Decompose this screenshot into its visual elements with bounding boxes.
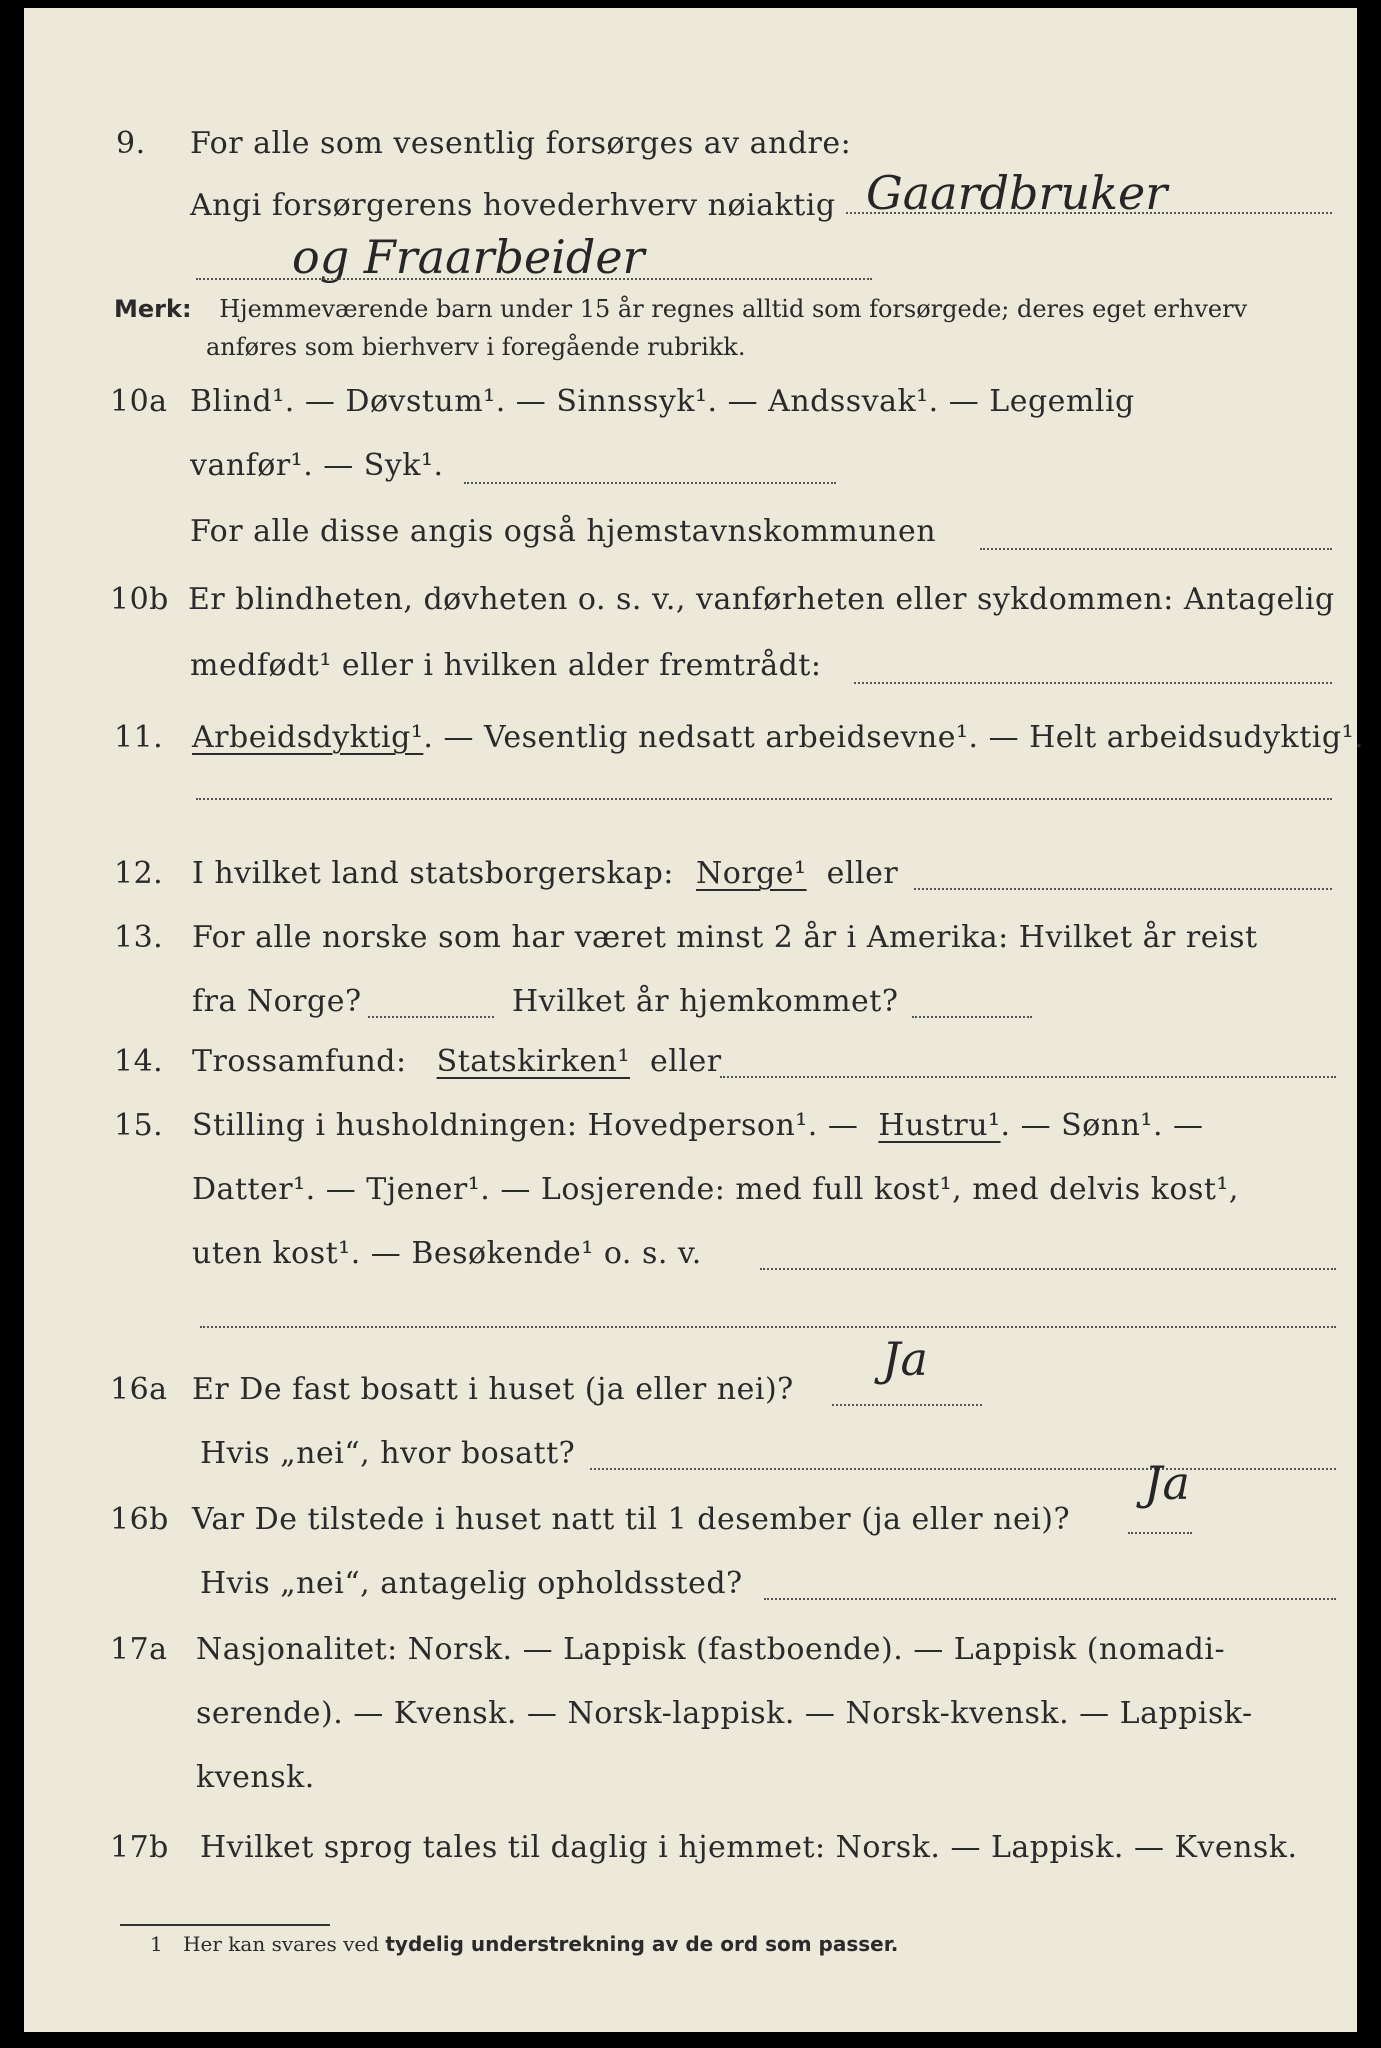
- q12-text: I hvilket land statsborgerskap:: [192, 856, 674, 891]
- q11-number: 11.: [114, 720, 164, 755]
- q10a-answer-line-1: [464, 482, 836, 484]
- q13-text-1: For alle norske som har været minst 2 år i Amerika: Hvilket år reist: [192, 920, 1258, 955]
- q14-line: [24, 1032, 1357, 1092]
- merk-text-1: Hjemmeværende barn under 15 år regnes alltid som forsørgede; deres eget erhverv: [219, 295, 1248, 323]
- q17a-line3: [24, 1748, 1357, 1808]
- q10a-number: 10a: [110, 384, 168, 419]
- q17a-text-3: kvensk.: [196, 1760, 315, 1795]
- q15-line1: [24, 1096, 1357, 1156]
- q10b-line1: [24, 570, 1357, 630]
- q10b-line2: [24, 636, 1357, 696]
- q10a-line1: [24, 372, 1357, 432]
- q12-number: 12.: [114, 856, 164, 891]
- q13-number: 13.: [114, 920, 164, 955]
- q11-answer-line: [196, 798, 1332, 800]
- q17b-line1: [24, 1818, 1357, 1878]
- q9-answer-line-2: [196, 278, 872, 280]
- q13-answer-line-1: [368, 1016, 494, 1018]
- footnote-bold-text: tydelig understrekning av de ord som passer.: [385, 1932, 899, 1956]
- q13-text-2a: fra Norge?: [192, 984, 362, 1019]
- q14-option-underlined: Statskirken¹: [436, 1044, 630, 1079]
- q12-answer-line: [914, 888, 1332, 890]
- q11-line: [24, 708, 1365, 768]
- q17a-text-1: Nasjonalitet: Norsk. — Lappisk (fastboende). — Lappisk (nomadi-: [196, 1632, 1226, 1667]
- q11-text: . — Vesentlig nedsatt arbeidsevne¹. — Helt arbeidsudyktig¹.: [423, 720, 1365, 755]
- merk-text-2: anføres som bierhverv i foregående rubrikk.: [206, 333, 746, 361]
- q10a-line3: [24, 502, 1357, 562]
- q15-line3: [24, 1224, 1357, 1284]
- q10a-text-2: vanfør¹. — Syk¹.: [190, 448, 444, 483]
- q16a-handwritten-answer: Ja: [882, 1332, 928, 1386]
- q16b-number: 16b: [110, 1502, 169, 1537]
- q16b-answer-line: [1128, 1532, 1192, 1534]
- q16b-line2: [24, 1554, 1357, 1614]
- footnote: [150, 1932, 898, 1956]
- q15-option-underlined: Hustru¹: [878, 1108, 1001, 1143]
- q16a-text-1: Er De fast bosatt i huset (ja eller nei)?: [192, 1372, 794, 1407]
- q14-number: 14.: [114, 1044, 164, 1079]
- footnote-rule: [120, 1924, 330, 1926]
- q16a-line1: [24, 1360, 1357, 1420]
- footnote-text: Her kan svares ved: [183, 1932, 380, 1956]
- q11-option-underlined: Arbeidsdyktig¹: [192, 720, 424, 755]
- q14-text: Trossamfund:: [192, 1044, 407, 1079]
- q16a-number: 16a: [110, 1372, 168, 1407]
- q12-option-underlined: Norge¹: [695, 856, 807, 891]
- q10a-text-3: For alle disse angis også hjemstavnskommunen: [190, 514, 937, 549]
- q9-number: 9.: [116, 126, 146, 161]
- q15-number: 15.: [114, 1108, 164, 1143]
- q16a-answer-line: [832, 1404, 982, 1406]
- q16b-answer-line-2: [764, 1598, 1336, 1600]
- q16b-text-2: Hvis „nei“, antagelig opholdssted?: [200, 1566, 743, 1601]
- q14-answer-line: [720, 1076, 1336, 1078]
- q12-text-eller: eller: [826, 856, 899, 891]
- q12-line: [24, 844, 1357, 904]
- q10b-number: 10b: [110, 582, 169, 617]
- q10b-text-2: medfødt¹ eller i hvilken alder fremtrådt:: [190, 648, 822, 683]
- q9-text-1: For alle som vesentlig forsørges av andre:: [190, 126, 852, 161]
- merk-note: [114, 290, 1247, 328]
- q15-text-3: uten kost¹. — Besøkende¹ o. s. v.: [192, 1236, 702, 1271]
- q16a-text-2: Hvis „nei“, hvor bosatt?: [200, 1436, 576, 1471]
- q10a-text-1: Blind¹. — Døvstum¹. — Sinnssyk¹. — Andssvak¹. — Legemlig: [190, 384, 1135, 419]
- q15-text-2: Datter¹. — Tjener¹. — Losjerende: med full kost¹, med delvis kost¹,: [192, 1172, 1239, 1207]
- census-form-page: [24, 8, 1365, 2032]
- q17b-text-1: Hvilket sprog tales til daglig i hjemmet: Norsk. — Lappisk. — Kvensk.: [200, 1830, 1298, 1865]
- q15-answer-line-2: [200, 1326, 1336, 1328]
- q9-answer-line-1: [846, 212, 1332, 214]
- q17a-number: 17a: [110, 1632, 168, 1667]
- q9-text-2: Angi forsørgerens hovederhverv nøiaktig: [190, 188, 836, 223]
- q15-line2: [24, 1160, 1357, 1220]
- q9-line1: [24, 114, 1357, 174]
- q10b-answer-line: [854, 682, 1332, 684]
- q10b-text-1: Er blindheten, døvheten o. s. v., vanførheten eller sykdommen: Antagelig: [188, 582, 1335, 617]
- q16b-text-1: Var De tilstede i huset natt til 1 desember (ja eller nei)?: [192, 1502, 1071, 1537]
- q15-text-1b: . — Sønn¹. —: [1000, 1108, 1204, 1143]
- q13-line1: [24, 908, 1357, 968]
- footnote-mark: 1: [150, 1932, 163, 1956]
- q14-text-eller: eller: [650, 1044, 722, 1079]
- q13-text-2b: Hvilket år hjemkommet?: [512, 984, 899, 1019]
- q17a-line2: [24, 1684, 1357, 1744]
- q9-handwritten-answer-2: og Fraarbeider: [292, 230, 645, 284]
- q17a-text-2: serende). — Kvensk. — Norsk-lappisk. — Norsk-kvensk. — Lappisk-: [196, 1696, 1253, 1731]
- q17b-number: 17b: [110, 1830, 169, 1865]
- q13-line2: [24, 972, 1357, 1032]
- q13-answer-line-2: [912, 1016, 1032, 1018]
- q9-handwritten-answer-1: Gaardbruker: [866, 166, 1168, 220]
- q10a-line2: [24, 436, 1357, 496]
- q15-answer-line-1: [760, 1268, 1336, 1270]
- q10a-answer-line-2: [980, 548, 1332, 550]
- q16b-handwritten-answer: Ja: [1144, 1456, 1190, 1510]
- merk-label: Merk:: [114, 295, 192, 323]
- q15-text-1a: Stilling i husholdningen: Hovedperson¹. —: [192, 1108, 859, 1143]
- q17a-line1: [24, 1620, 1357, 1680]
- q16a-answer-line-2: [590, 1468, 1336, 1470]
